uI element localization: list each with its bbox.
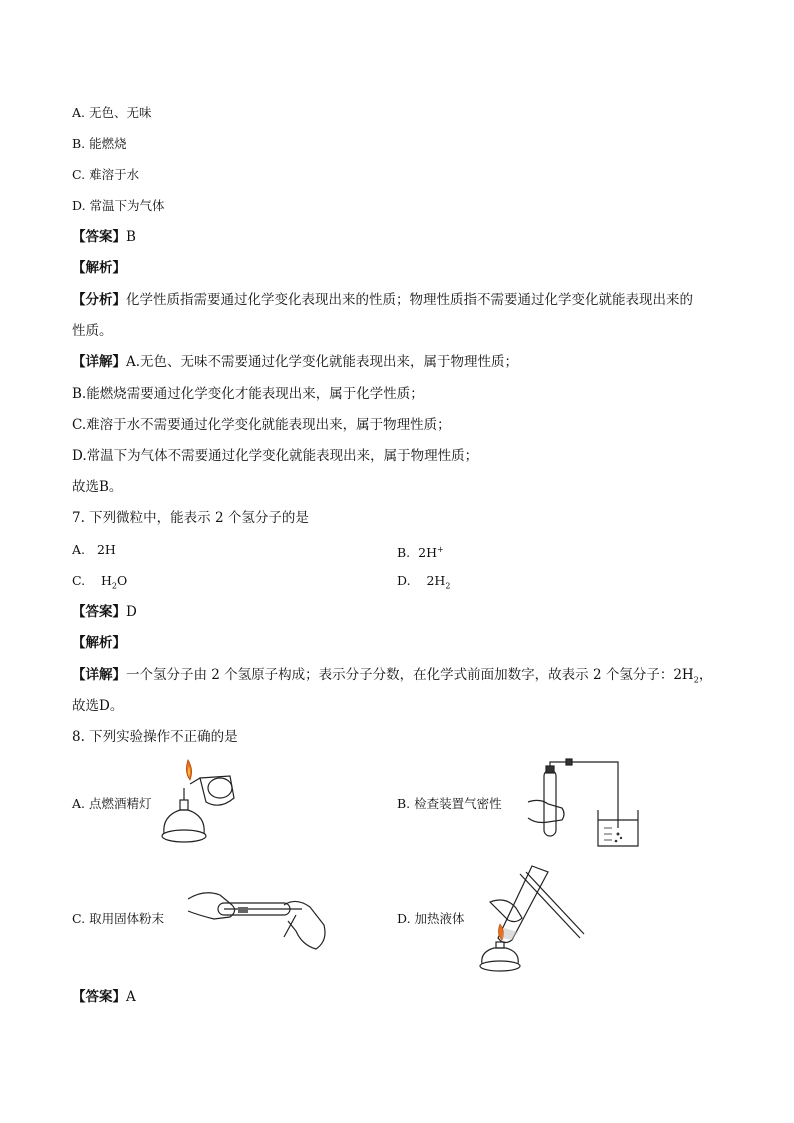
- q7-option-b: [397, 541, 444, 562]
- q7-conclusion: 故选D。: [72, 698, 124, 714]
- option-charge: +: [436, 545, 444, 554]
- q7-option-d: [397, 572, 450, 596]
- q6-detail-line-4: D.常温下为气体不需要通过化学变化就能表现出来，属于物理性质；: [72, 448, 479, 464]
- q8-stem: 8. 下列实验操作不正确的是: [72, 729, 238, 745]
- q6-option-d: D. 常温下为气体: [72, 198, 165, 213]
- answer-tag: 【答案】: [72, 989, 126, 1005]
- option-formula: 2H: [96, 542, 116, 557]
- answer-value: A: [126, 989, 136, 1005]
- heating-liquid-figure: [472, 862, 586, 974]
- q6-detail-line-3: C.难溶于水不需要通过化学变化就能表现出来，属于物理性质；: [72, 417, 451, 433]
- q6-fenxi-line-2: 性质。: [72, 323, 113, 339]
- answer-value: D: [126, 604, 137, 620]
- q7-option-a: [72, 541, 116, 559]
- answer-value: B: [126, 229, 136, 245]
- q8-option-c: C. 取用固体粉末: [72, 911, 165, 926]
- q6-conclusion: 故选B。: [72, 479, 123, 495]
- option-formula: 2H: [418, 545, 437, 561]
- q6-answer: [72, 228, 136, 246]
- q6-detail-line-1: [72, 353, 518, 371]
- q6-detail-line-2: B.能燃烧需要通过化学变化才能表现出来，属于化学性质；: [72, 386, 424, 402]
- detail-tag: 【详解】: [72, 667, 126, 683]
- solid-powder-figure: [184, 885, 328, 957]
- option-formula: H: [101, 573, 112, 588]
- option-prefix: A.: [72, 542, 86, 557]
- fenxi-tag: 【分析】: [72, 292, 126, 308]
- q7-detail-line-1: [72, 666, 712, 690]
- detail-tag: 【详解】: [72, 354, 126, 370]
- q8-option-d: D. 加热液体: [397, 911, 465, 926]
- q6-option-c: C. 难溶于水: [72, 167, 140, 182]
- answer-tag: 【答案】: [72, 229, 126, 245]
- q6-analysis-label: 【解析】: [72, 260, 126, 276]
- alcohol-lamp-lighting-figure: [160, 758, 246, 850]
- detail-text: A.无色、无味不需要通过化学变化就能表现出来，属于物理性质；: [126, 354, 519, 370]
- option-formula-tail: O: [117, 573, 128, 588]
- q7-option-c: [72, 572, 127, 596]
- answer-tag: 【答案】: [72, 604, 126, 620]
- q8-option-a: A. 点燃酒精灯: [72, 796, 152, 811]
- option-formula: 2H: [426, 573, 446, 588]
- q7-stem: 7. 下列微粒中，能表示 2 个氢分子的是: [72, 510, 309, 526]
- option-prefix: D.: [397, 573, 411, 588]
- fenxi-text: 化学性质指需要通过化学变化表现出来的性质；物理性质指不需要通过化学变化就能表现出来的: [126, 292, 693, 308]
- airtightness-check-figure: [518, 758, 640, 850]
- option-subscript: 2: [111, 581, 117, 591]
- q6-option-a: A. 无色、无味: [72, 105, 152, 120]
- q6-fenxi-line-1: [72, 291, 693, 309]
- q6-option-b: B. 能燃烧: [72, 136, 127, 151]
- q7-analysis-label: 【解析】: [72, 635, 126, 651]
- q8-option-b: B. 检查装置气密性: [397, 796, 502, 811]
- option-prefix: B.: [397, 545, 411, 561]
- detail-subscript: 2: [693, 675, 699, 685]
- q8-answer: [72, 988, 136, 1006]
- option-subscript: 2: [445, 581, 451, 591]
- option-prefix: C.: [72, 573, 86, 588]
- detail-tail: ，: [698, 667, 713, 683]
- q7-answer: [72, 603, 137, 621]
- detail-text: 一个氢分子由 2 个氢原子构成；表示分子分数，在化学式前面加数字，故表示 2 个氢分子：2H: [126, 667, 694, 683]
